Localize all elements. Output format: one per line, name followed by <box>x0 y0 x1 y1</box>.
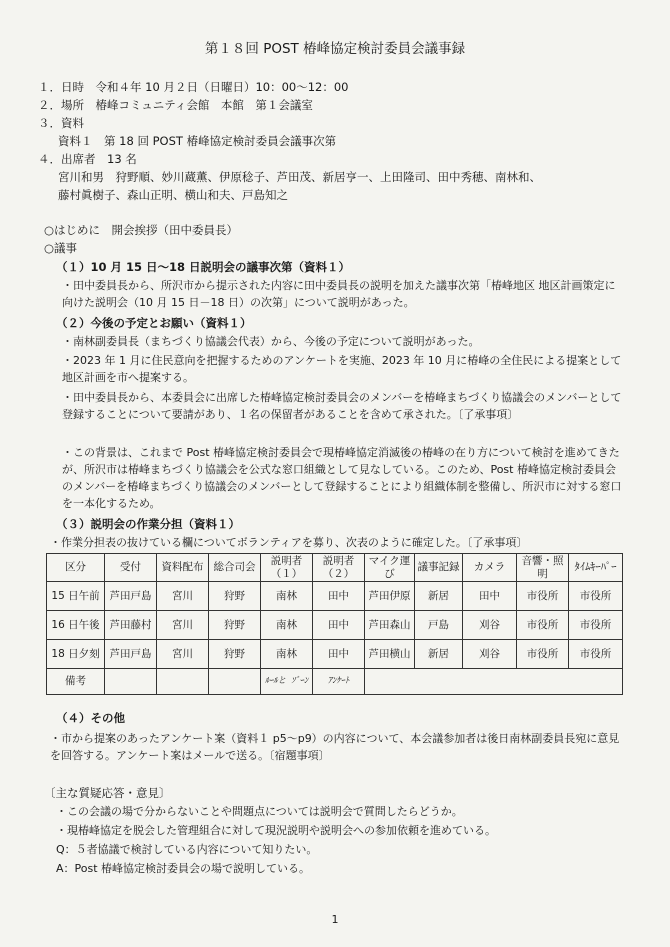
table-cell: 新居 <box>415 640 463 669</box>
table-cell: 市役所 <box>569 640 623 669</box>
table-cell: 狩野 <box>209 582 261 611</box>
table-cell: 市役所 <box>517 640 569 669</box>
column-header: 議事記録 <box>415 554 463 582</box>
section-2-heading: （２）今後の予定とお願い（資料１） <box>56 316 252 330</box>
column-header: 総合司会 <box>209 554 261 582</box>
section-3-intro: ・作業分担表の抜けている欄についてボランティアを募り、次表のように確定した。〔了承事項〕 <box>50 536 528 549</box>
table-cell: 刈谷 <box>463 611 517 640</box>
table-cell: 芦田伊原 <box>365 582 415 611</box>
table-cell: 狩野 <box>209 611 261 640</box>
qa-question: Q：５者協議で検討している内容について知りたい。 <box>56 843 318 856</box>
page-number: 1 <box>331 913 339 926</box>
table-cell: 新居 <box>415 582 463 611</box>
table-cell: 16 日午後 <box>47 611 105 640</box>
table-cell <box>105 669 157 695</box>
table-row <box>47 640 623 669</box>
qa-item-2: ・現椿峰協定を脱会した管理組合に対して現況説明や説明会への参加依頼を進めている。 <box>56 824 496 837</box>
section-3-heading: （３）説明会の作業分担（資料１） <box>56 517 240 531</box>
attendee-list-line1: 宮川和男 狩野順、妙川蔵薫、伊原稔子、芦田茂、新居亨一、上田隆司、田中秀穂、南林和、 <box>58 170 541 184</box>
qa-heading: 〔主な質疑応答・意見〕 <box>44 786 171 800</box>
table-cell <box>209 669 261 695</box>
table-cell: 宮川 <box>157 582 209 611</box>
agenda-heading: ○議事 <box>44 241 78 255</box>
table-cell: 芦田森山 <box>365 611 415 640</box>
table-row <box>47 582 623 611</box>
table-cell: 田中 <box>313 582 365 611</box>
table-header-row <box>47 554 623 582</box>
table-cell: 田中 <box>463 582 517 611</box>
table-cell: 市役所 <box>517 611 569 640</box>
item-place: ２．場所 椿峰コミュニティ会館 本館 第１会議室 <box>38 98 313 112</box>
note-speaker1: ﾙｰﾙと ｿﾞｰﾝ <box>261 669 313 695</box>
table-cell: 宮川 <box>157 640 209 669</box>
column-header: ﾀｲﾑｷｰﾊﾟｰ <box>569 554 623 582</box>
table-cell: 刈谷 <box>463 640 517 669</box>
section-2-bullet-1: ・南林副委員長（まちづくり協議会代表）から、今後の予定について説明があった。 <box>62 335 480 348</box>
section-2-bullet-4: ・この背景は、これまで Post 椿峰協定検討委員会で現椿峰協定消滅後の椿峰の在り方について検討を進めてきたが、所沢市は椿峰まちづくり協議会を公式な窓口組織として見なしている。このため、Post 椿峰協定検討委員会のメンバーを椿峰まちづくり協議会のメンバーとして登録することにより組織体制を整備し、所沢市に対する窓口を一本化するため。 <box>62 446 622 510</box>
column-header: 区分 <box>47 554 105 582</box>
table-cell: 芦田戸島 <box>105 582 157 611</box>
note-label: 備考 <box>47 669 105 695</box>
table-cell: 芦田戸島 <box>105 640 157 669</box>
item-attendees: ４．出席者 13 名 <box>38 152 137 166</box>
table-cell: 15 日午前 <box>47 582 105 611</box>
table-cell: 戸島 <box>415 611 463 640</box>
section-1-bullet: ・田中委員長から、所沢市から提示された内容に田中委員長の説明を加えた議事次第「椿峰地区 地区計画策定に向けた説明会（10 月 15 日－18 日）の次第」について説明があった。 <box>62 279 616 309</box>
table-cell: 田中 <box>313 640 365 669</box>
column-header: 資料配布 <box>157 554 209 582</box>
table-cell: 芦田藤村 <box>105 611 157 640</box>
table-cell: 狩野 <box>209 640 261 669</box>
table-cell: 18 日夕刻 <box>47 640 105 669</box>
table-cell: 市役所 <box>517 582 569 611</box>
table-note-row <box>47 669 623 695</box>
column-header: 音響・照明 <box>517 554 569 582</box>
opening-remarks: ○はじめに 開会挨拶（田中委員長） <box>44 223 239 237</box>
table-cell: 南林 <box>261 611 313 640</box>
table-cell: 市役所 <box>569 611 623 640</box>
table-cell: 市役所 <box>569 582 623 611</box>
table-row <box>47 611 623 640</box>
section-4-heading: （４）その他 <box>56 711 125 725</box>
table-cell <box>365 669 623 695</box>
column-header: カメラ <box>463 554 517 582</box>
task-assignment-table <box>46 553 623 695</box>
item-date: １．日時 令和４年 10 月２日（日曜日）10：00～12：00 <box>38 80 349 94</box>
column-header: 説明者（１） <box>261 554 313 582</box>
table-cell: 南林 <box>261 640 313 669</box>
table-cell: 宮川 <box>157 611 209 640</box>
section-2-bullet-3: ・田中委員長から、本委員会に出席した椿峰協定検討委員会のメンバーを椿峰まちづくり協議会のメンバーとして登録することについて要請があり、１名の保留者があることを含めて承された。〔了承事項〕 <box>62 391 622 421</box>
section-4-bullet: ・市から提案のあったアンケート案（資料１ p5～p9）の内容について、本会議参加者は後日南林副委員長宛に意見を回答する。アンケート案はメールで送る。〔宿題事項〕 <box>50 732 620 762</box>
table-cell: 田中 <box>313 611 365 640</box>
attendee-list-line2: 藤村眞樹子、森山正明、横山和夫、戸島知之 <box>58 188 288 202</box>
section-2-bullet-2: ・2023 年 1 月に住民意向を把握するためのアンケートを実施、2023 年 10 月に椿峰の全住民による提案として地区計画を市へ提案する。 <box>62 354 622 384</box>
column-header: マイク運び <box>365 554 415 582</box>
table-cell: 南林 <box>261 582 313 611</box>
table-cell <box>157 669 209 695</box>
item-material-1: 資料１ 第 18 回 POST 椿峰協定検討委員会議事次第 <box>58 134 337 148</box>
section-1-heading: （１）10 月 15 日～18 日説明会の議事次第（資料１） <box>56 260 351 274</box>
qa-answer: A：Post 椿峰協定検討委員会の場で説明している。 <box>56 862 311 875</box>
qa-item-1: ・この会議の場で分からないことや問題点については説明会で質問したらどうか。 <box>56 805 463 818</box>
item-materials: ３．資料 <box>38 116 84 130</box>
note-speaker2: ｱﾝｹｰﾄ <box>313 669 365 695</box>
table-cell: 芦田横山 <box>365 640 415 669</box>
column-header: 説明者（２） <box>313 554 365 582</box>
page-title: 第１８回 POST 椿峰協定検討委員会議事録 <box>204 41 466 57</box>
column-header: 受付 <box>105 554 157 582</box>
